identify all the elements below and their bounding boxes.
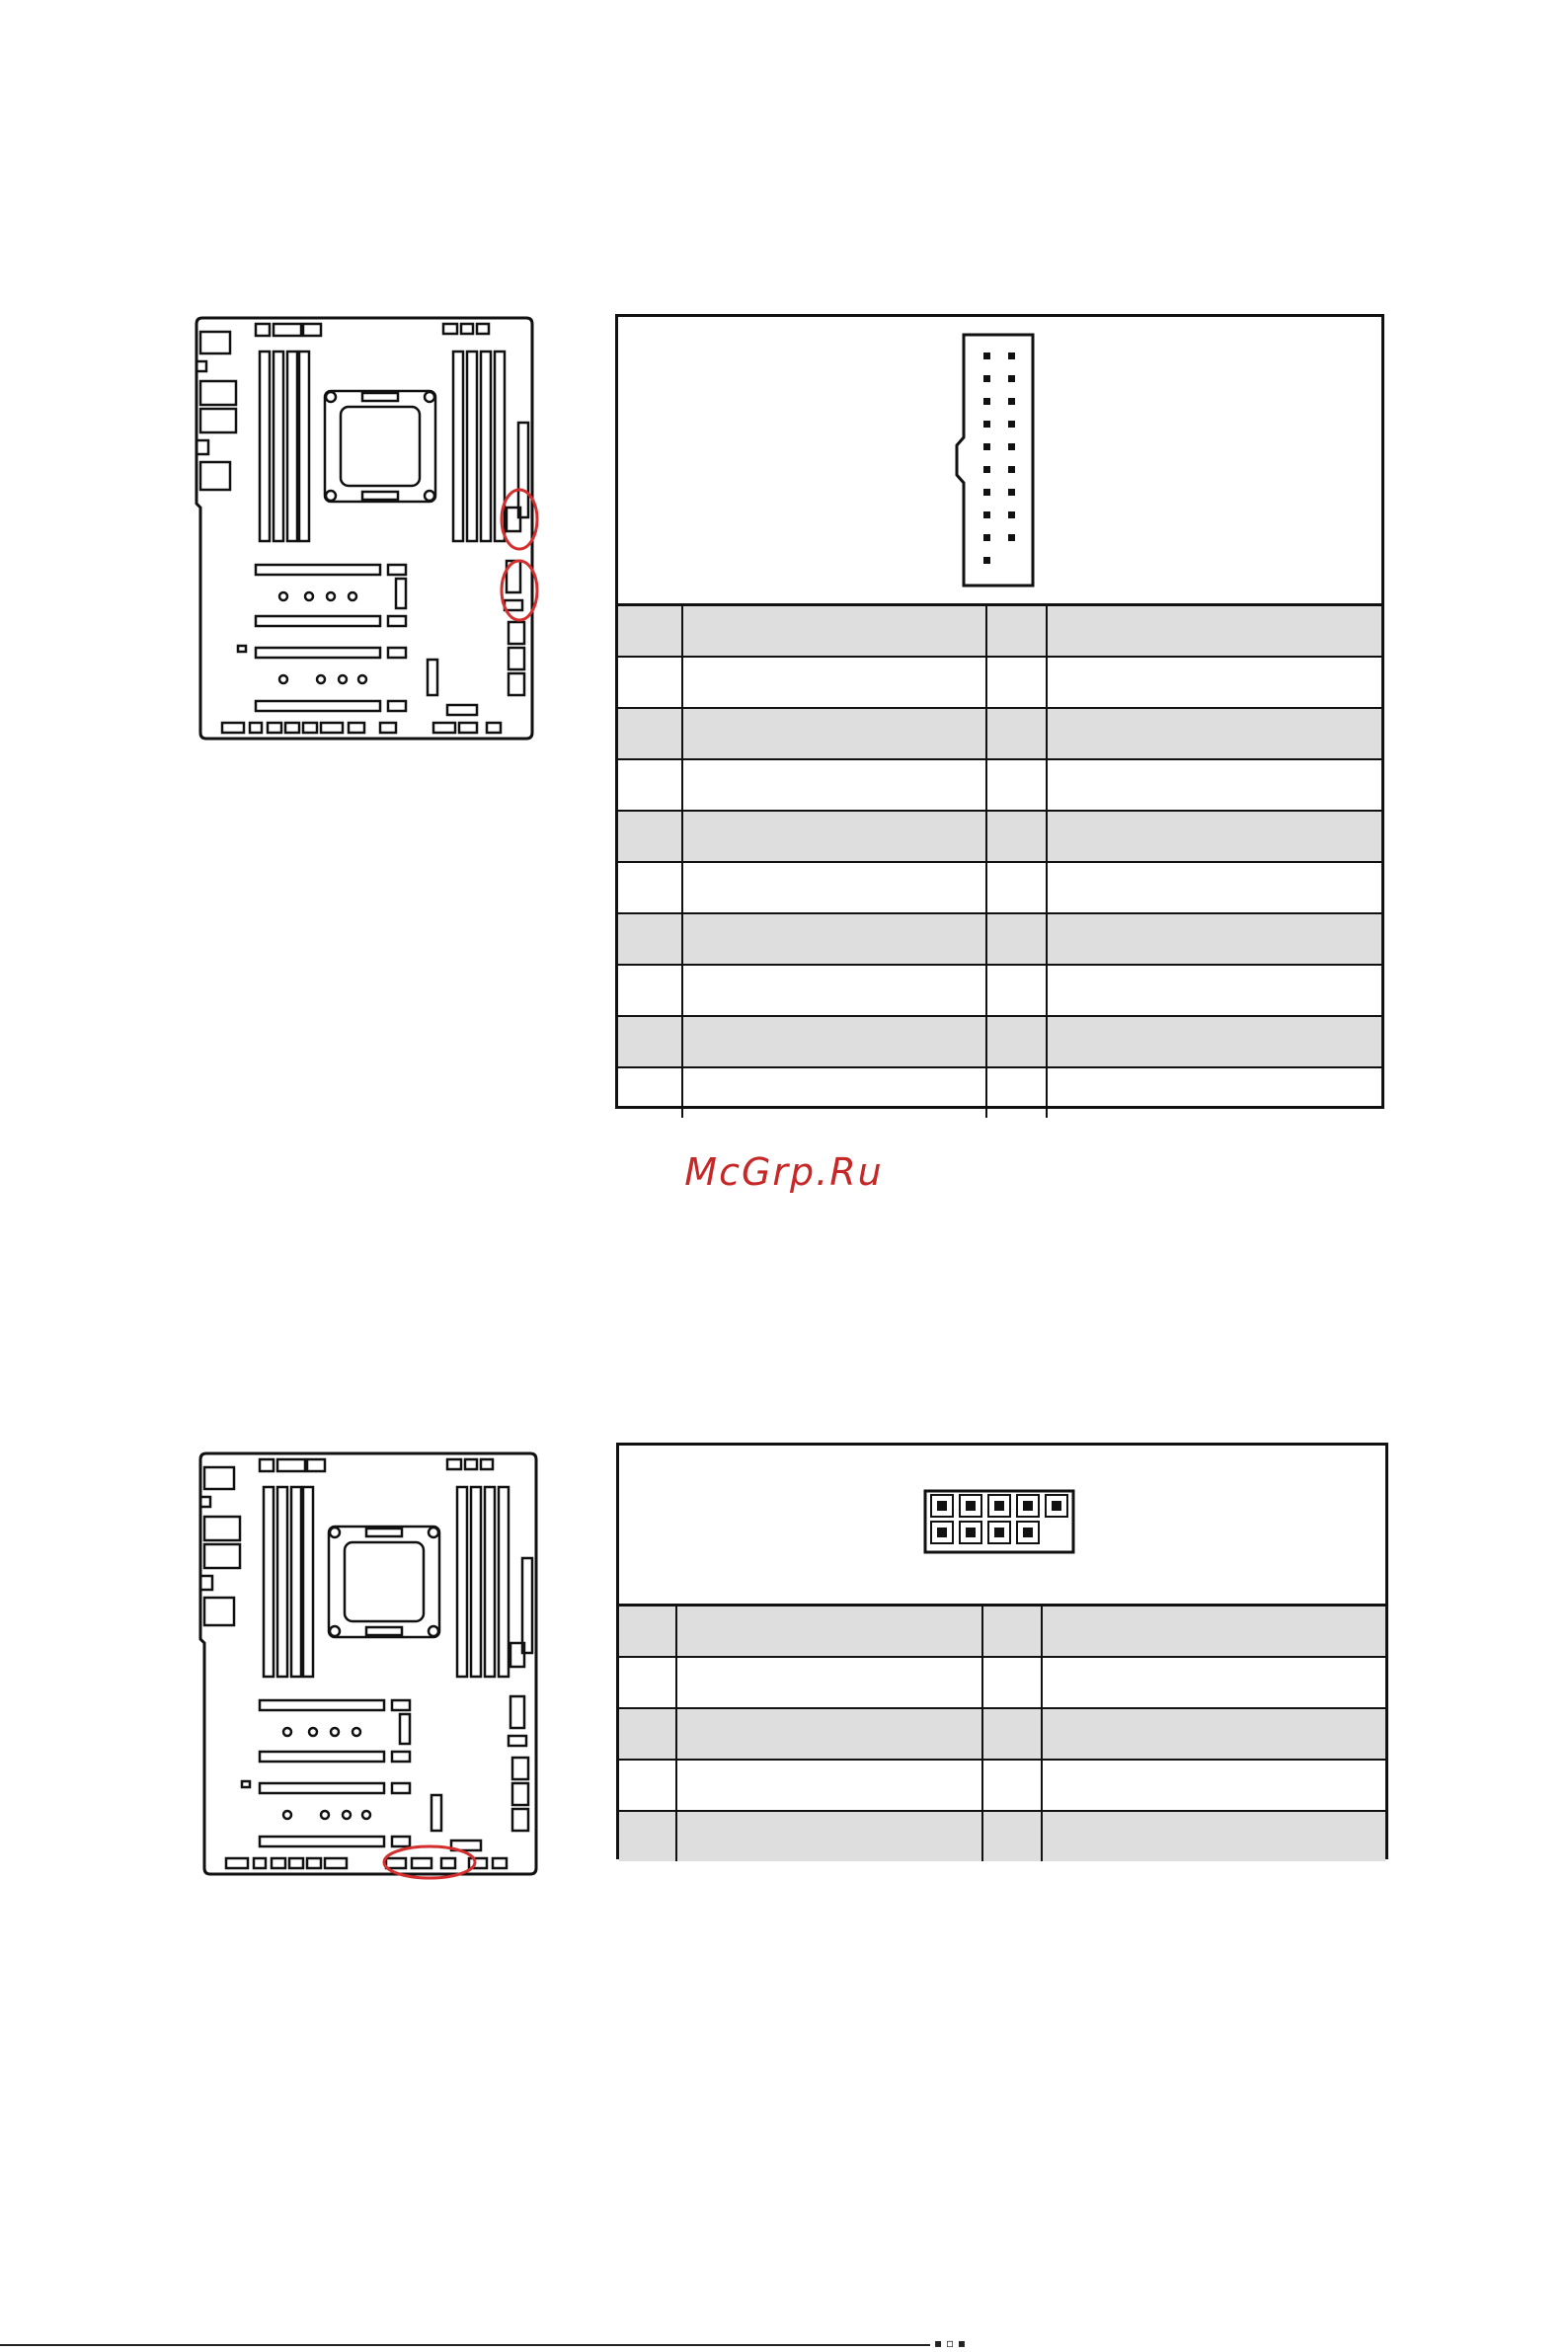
header-signal-col-1 <box>676 1606 982 1658</box>
header-signal-col-1 <box>682 605 986 658</box>
signal-cell <box>1047 862 1381 913</box>
signal-cell <box>1047 1016 1381 1067</box>
table-row <box>618 1016 1381 1067</box>
header-pin <box>983 489 990 496</box>
table-row <box>618 759 1381 811</box>
header-pin <box>1008 466 1015 473</box>
signal-cell <box>682 811 986 862</box>
pin-cell <box>986 862 1047 913</box>
header-pin <box>983 443 990 450</box>
signal-cell <box>1047 708 1381 759</box>
pin-cell <box>986 811 1047 862</box>
header-pin <box>983 421 990 428</box>
table-header-row <box>618 605 1381 658</box>
signal-cell <box>1047 657 1381 708</box>
header-pin-col-1 <box>619 1606 676 1658</box>
header-pin <box>1008 511 1015 518</box>
table-row <box>618 862 1381 913</box>
pin-cell <box>982 1811 1042 1861</box>
table-row <box>618 708 1381 759</box>
header-pin <box>1023 1528 1033 1537</box>
header-signal-col-2 <box>1042 1606 1385 1658</box>
signal-cell <box>682 759 986 811</box>
header-pin-col-2 <box>982 1606 1042 1658</box>
header-pin <box>983 466 990 473</box>
pin-cell <box>986 965 1047 1016</box>
motherboard-layout-diagram-2 <box>196 1450 552 1880</box>
header-pin <box>937 1528 947 1537</box>
signal-cell <box>1047 965 1381 1016</box>
signal-cell <box>682 1016 986 1067</box>
pin-cell <box>986 708 1047 759</box>
signal-cell <box>676 1760 982 1811</box>
header-pin-col-1 <box>618 605 682 658</box>
pin-cell <box>986 913 1047 965</box>
pin-cell <box>982 1708 1042 1760</box>
signal-cell <box>676 1811 982 1861</box>
pin-definition-table-1 <box>615 314 1384 1109</box>
footer-rule <box>0 2344 930 2346</box>
signal-cell <box>1047 759 1381 811</box>
watermark: McGrp.Ru <box>684 1150 884 1194</box>
pin-cell <box>618 811 682 862</box>
pin-cell <box>619 1811 676 1861</box>
usb2-header-pin-diagram <box>619 1446 1385 1604</box>
signal-cell <box>1047 1067 1381 1118</box>
pin-cell <box>619 1657 676 1708</box>
pin-cell <box>618 657 682 708</box>
header-pin <box>1008 375 1015 382</box>
signal-cell <box>1047 913 1381 965</box>
header-pin <box>1008 398 1015 405</box>
motherboard-layout-diagram-1 <box>193 314 548 745</box>
pin-cell <box>982 1657 1042 1708</box>
header-pin <box>983 353 990 359</box>
table-row <box>619 1657 1385 1708</box>
table-row <box>619 1760 1385 1811</box>
pin-cell <box>986 657 1047 708</box>
signal-cell <box>682 913 986 965</box>
footer-mark: ▪ ▫ ▪ <box>934 2336 967 2350</box>
signal-cell <box>1047 811 1381 862</box>
signal-cell <box>682 657 986 708</box>
header-pin-col-2 <box>986 605 1047 658</box>
header-pin <box>1008 421 1015 428</box>
signal-cell <box>1042 1657 1385 1708</box>
table-header-row <box>619 1606 1385 1658</box>
table-row <box>618 1067 1381 1118</box>
table-row <box>618 657 1381 708</box>
header-pin <box>1052 1501 1061 1511</box>
table-row <box>618 965 1381 1016</box>
table-row <box>619 1708 1385 1760</box>
header-pin <box>994 1528 1004 1537</box>
pin-cell <box>982 1760 1042 1811</box>
table-row <box>618 811 1381 862</box>
pin-cell <box>986 1067 1047 1118</box>
signal-cell <box>1042 1760 1385 1811</box>
header-pin <box>983 375 990 382</box>
table-row <box>618 913 1381 965</box>
header-pin <box>983 534 990 541</box>
table-row <box>619 1811 1385 1861</box>
signal-cell <box>682 965 986 1016</box>
signal-cell <box>1042 1811 1385 1861</box>
header-pin <box>983 557 990 564</box>
header-pin <box>983 398 990 405</box>
pin-cell <box>619 1760 676 1811</box>
pin-cell <box>618 708 682 759</box>
pin-cell <box>618 862 682 913</box>
signal-cell <box>676 1708 982 1760</box>
signal-cell <box>682 1067 986 1118</box>
header-pin <box>1008 353 1015 359</box>
pin-definition-table-2 <box>616 1443 1388 1859</box>
signal-cell <box>1042 1708 1385 1760</box>
header-pin <box>966 1528 976 1537</box>
header-pin <box>1023 1501 1033 1511</box>
header-pin <box>1008 489 1015 496</box>
pin-cell <box>618 913 682 965</box>
pin-cell <box>618 1067 682 1118</box>
signal-cell <box>682 708 986 759</box>
signal-cell <box>682 862 986 913</box>
pin-cell <box>619 1708 676 1760</box>
header-signal-col-2 <box>1047 605 1381 658</box>
pin-cell <box>618 965 682 1016</box>
pin-cell <box>618 1016 682 1067</box>
header-pin <box>937 1501 947 1511</box>
header-pin <box>1008 443 1015 450</box>
header-pin <box>966 1501 976 1511</box>
header-pin <box>994 1501 1004 1511</box>
signal-cell <box>676 1657 982 1708</box>
pin-cell <box>986 759 1047 811</box>
pin-cell <box>618 759 682 811</box>
header-pin <box>1008 534 1015 541</box>
pin-cell <box>986 1016 1047 1067</box>
header-pin <box>983 511 990 518</box>
usb3-header-pin-diagram <box>618 317 1381 603</box>
